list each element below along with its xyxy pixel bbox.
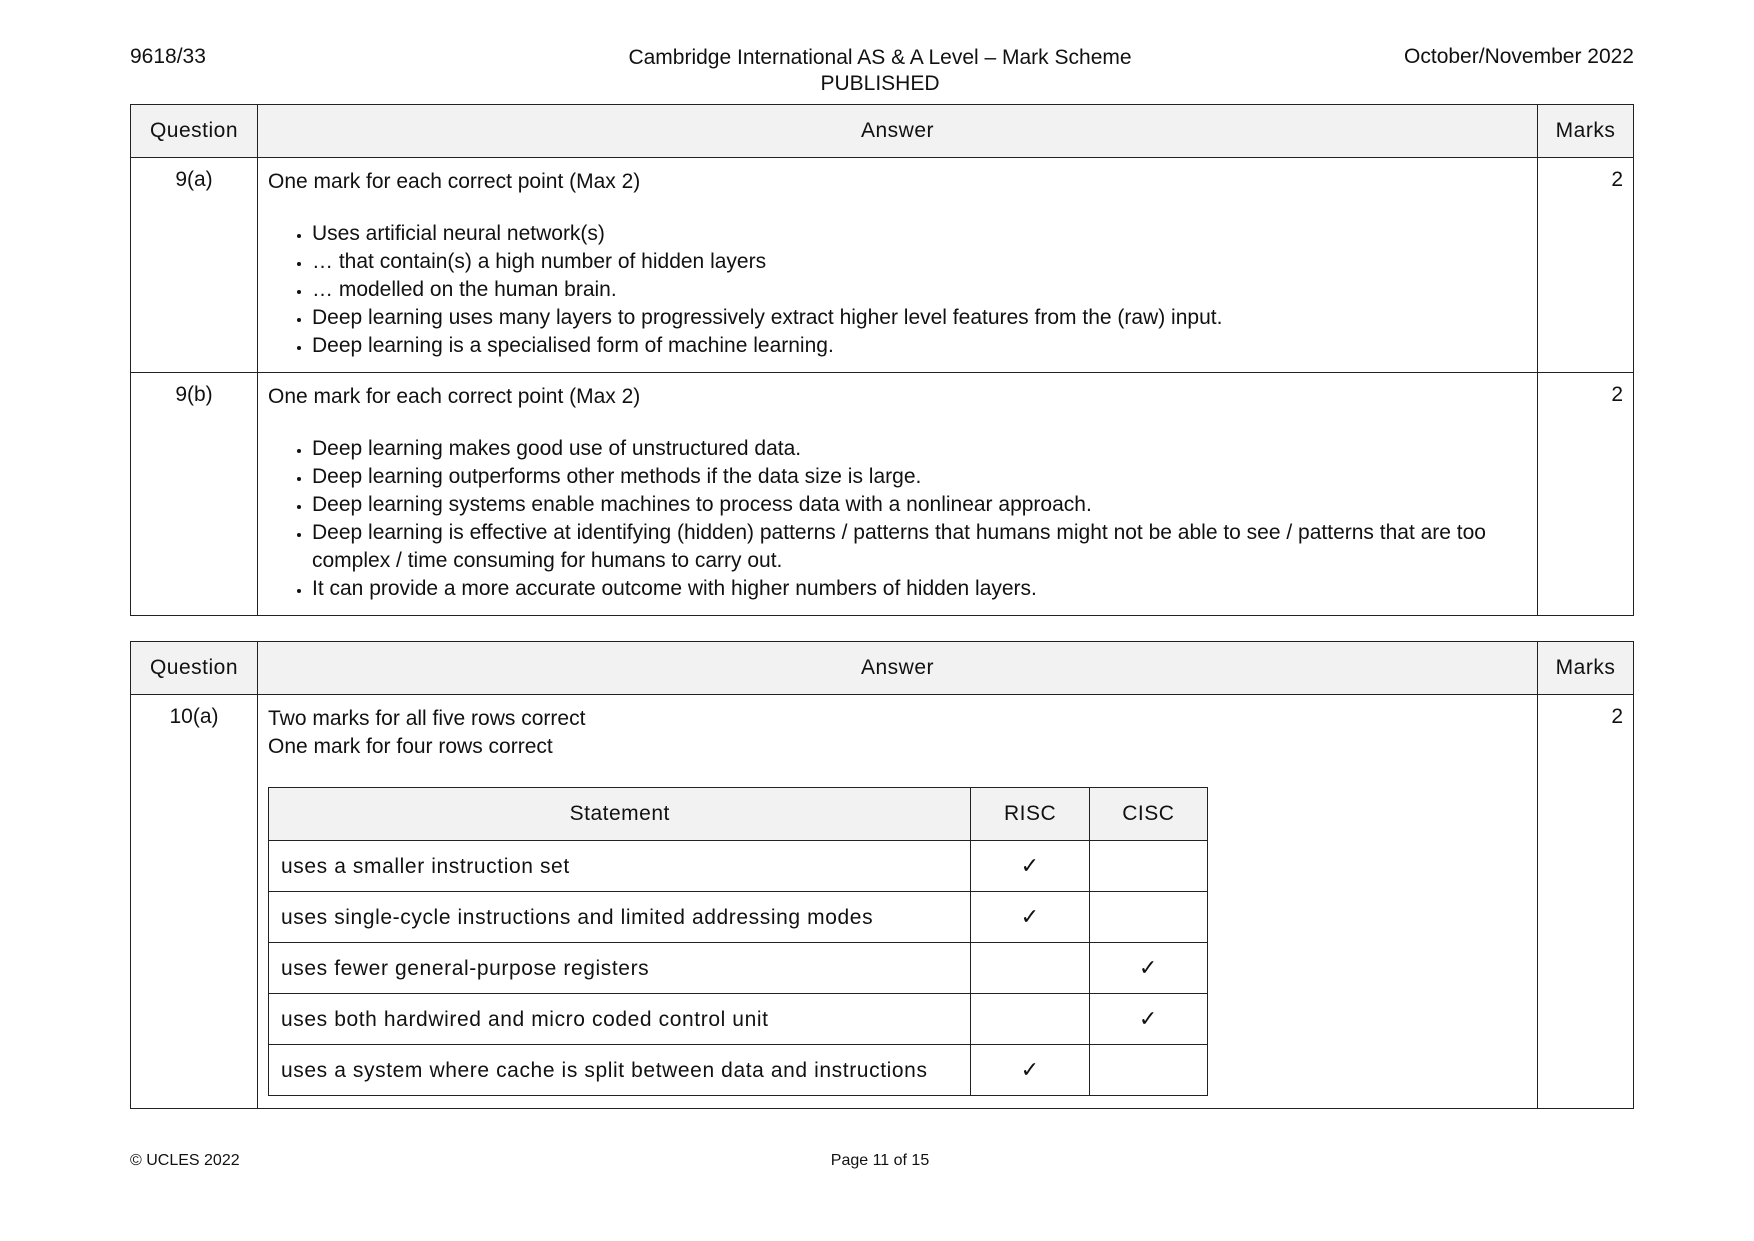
list-item: • Deep learning uses many layers to progressively extract higher level features from the (raw) input. xyxy=(312,304,1527,332)
check-icon xyxy=(971,943,1089,994)
check-icon: ✓ xyxy=(971,841,1089,892)
list-item: • Deep learning systems enable machines to process data with a nonlinear approach. xyxy=(312,491,1527,519)
list-item: • Deep learning outperforms other methods if the data size is large. xyxy=(312,463,1527,491)
list-item: • Deep learning makes good use of unstructured data. xyxy=(312,435,1527,463)
check-icon: ✓ xyxy=(1089,994,1207,1045)
answer-intro: One mark for four rows correct xyxy=(268,735,553,758)
mark-scheme-table-q10 xyxy=(130,641,1634,1109)
table-row xyxy=(269,892,1208,943)
copyright-notice: © UCLES 2022 xyxy=(130,1152,240,1169)
question-number: 9(a) xyxy=(131,158,258,373)
answer-column-header: Answer xyxy=(258,105,1538,158)
cisc-column-header: CISC xyxy=(1089,788,1207,841)
answer-cell xyxy=(258,695,1538,1109)
answer-cell xyxy=(258,158,1538,373)
question-column-header: Question xyxy=(131,642,258,695)
question-number: 10(a) xyxy=(131,695,258,1109)
marks-column-header: Marks xyxy=(1538,105,1634,158)
table-row xyxy=(269,1045,1208,1096)
list-item: • … modelled on the human brain. xyxy=(312,276,1527,304)
table-row-9a xyxy=(131,158,1634,373)
list-item: • It can provide a more accurate outcome with higher numbers of hidden layers. xyxy=(312,575,1527,603)
question-number: 9(b) xyxy=(131,373,258,616)
check-icon xyxy=(1089,892,1207,943)
risc-cisc-header-row xyxy=(269,788,1208,841)
table-row xyxy=(269,994,1208,1045)
answer-points-list xyxy=(268,220,1527,360)
exam-session: October/November 2022 xyxy=(1404,45,1634,68)
list-item: • Deep learning is effective at identifying (hidden) patterns / patterns that humans might not be able to see / patterns that are too complex / time consuming for humans to carry out. xyxy=(312,519,1527,575)
table-header-row xyxy=(131,642,1634,695)
marks-value: 2 xyxy=(1538,373,1634,616)
mark-scheme-table-q9 xyxy=(130,104,1634,616)
check-icon xyxy=(1089,1045,1207,1096)
page-number: Page 11 of 15 xyxy=(830,1152,930,1169)
answer-intro: Two marks for all five rows correct xyxy=(268,707,586,730)
answer-intro: One mark for each correct point (Max 2) xyxy=(268,385,641,408)
marks-value: 2 xyxy=(1538,158,1634,373)
check-icon xyxy=(1089,841,1207,892)
paper-code: 9618/33 xyxy=(130,45,206,68)
answer-points-list xyxy=(268,435,1527,603)
statement-cell: uses both hardwired and micro coded control unit xyxy=(269,994,971,1045)
risc-cisc-table xyxy=(268,787,1208,1096)
table-row-10a xyxy=(131,695,1634,1109)
statement-cell: uses single-cycle instructions and limited addressing modes xyxy=(269,892,971,943)
statement-cell: uses a smaller instruction set xyxy=(269,841,971,892)
statement-cell: uses a system where cache is split between data and instructions xyxy=(269,1045,971,1096)
check-icon: ✓ xyxy=(971,1045,1089,1096)
marks-column-header: Marks xyxy=(1538,642,1634,695)
question-column-header: Question xyxy=(131,105,258,158)
document-title-text: Cambridge International AS & A Level – Mark Scheme xyxy=(628,46,1132,69)
statement-column-header: Statement xyxy=(269,788,971,841)
check-icon xyxy=(971,994,1089,1045)
answer-cell xyxy=(258,373,1538,616)
answer-intro: One mark for each correct point (Max 2) xyxy=(268,170,641,193)
published-label: PUBLISHED xyxy=(820,72,940,95)
table-row xyxy=(269,841,1208,892)
table-header-row xyxy=(131,105,1634,158)
table-row xyxy=(269,943,1208,994)
list-item: • Uses artificial neural network(s) xyxy=(312,220,1527,248)
marks-value: 2 xyxy=(1538,695,1634,1109)
list-item: • … that contain(s) a high number of hidden layers xyxy=(312,248,1527,276)
statement-cell: uses fewer general-purpose registers xyxy=(269,943,971,994)
answer-column-header: Answer xyxy=(258,642,1538,695)
check-icon: ✓ xyxy=(971,892,1089,943)
risc-column-header: RISC xyxy=(971,788,1089,841)
list-item: • Deep learning is a specialised form of machine learning. xyxy=(312,332,1527,360)
table-row-9b xyxy=(131,373,1634,616)
check-icon: ✓ xyxy=(1089,943,1207,994)
